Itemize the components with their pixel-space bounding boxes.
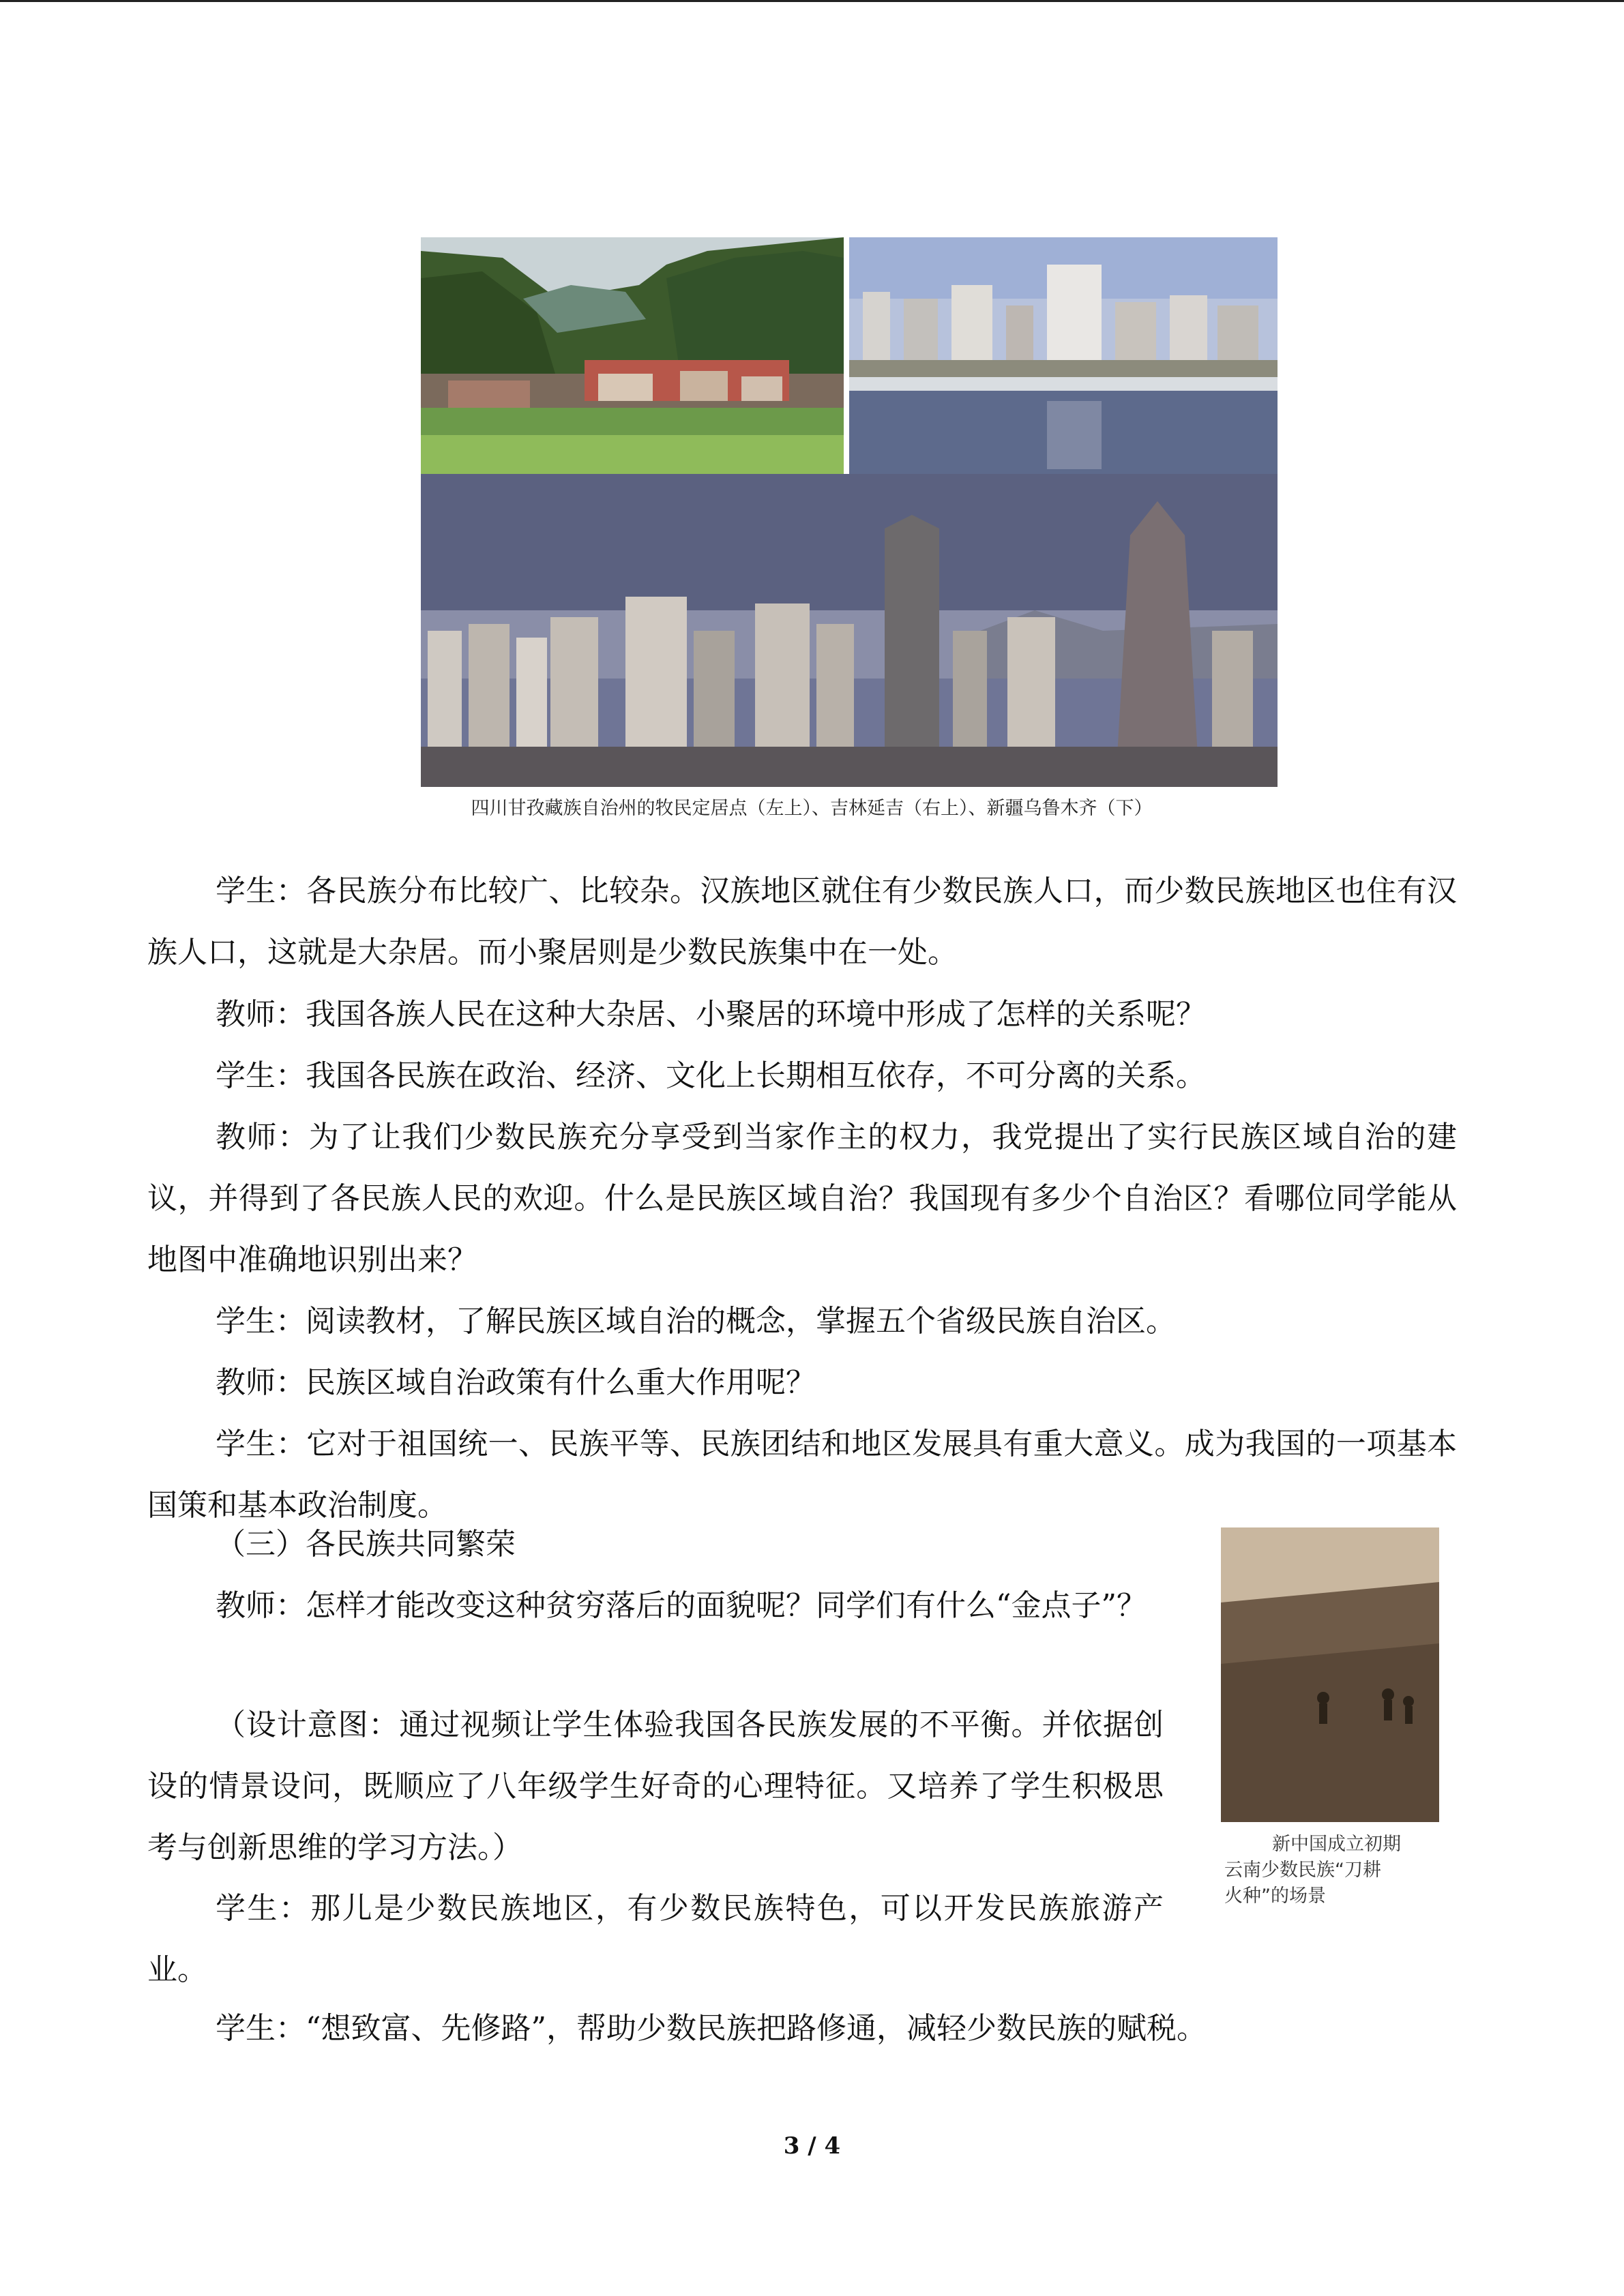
photo-yanji-city — [849, 237, 1278, 474]
paragraph-2: 教师：我国各族人民在这种大杂居、小聚居的环境中形成了怎样的关系呢？ — [216, 997, 1206, 1032]
photo-ganzi-settlement — [421, 237, 844, 474]
paragraph-9: （设计意图：通过视频让学生体验我国各民族发展的不平衡。并依据创设的情景设问，既顺应了八年级学生好奇的心理特征。又培养了学生积极思考与创新思维的学习方法。） — [147, 1708, 1164, 1865]
paragraph-6: 教师：民族区域自治政策有什么重大作用呢？ — [216, 1365, 816, 1400]
paragraph-10: 学生：那儿是少数民族地区，有少数民族特色，可以开发民族旅游产业。 — [147, 1891, 1164, 1987]
photo-urumqi-skyline — [421, 474, 1278, 787]
side-caption-line-2: 云南少数民族“刀耕 — [1224, 1860, 1381, 1881]
composite-photo-figure — [421, 237, 1278, 787]
side-caption-line-1: 新中国成立初期 — [1272, 1834, 1401, 1855]
paragraph-3: 学生：我国各民族在政治、经济、文化上长期相互依存，不可分离的关系。 — [216, 1058, 1206, 1093]
paragraph-7: 学生：它对于祖国统一、民族平等、民族团结和地区发展具有重大意义。成为我国的一项基本国策和基本政治制度。 — [147, 1427, 1457, 1523]
paragraph-4: 教师：为了让我们少数民族充分享受到当家作主的权力，我党提出了实行民族区域自治的建议，并得到了各民族人民的欢迎。什么是民族区域自治？我国现有多少个自治区？看哪位同学能从地图中准确地识别出来？ — [147, 1120, 1457, 1277]
page-number: 3 / 4 — [783, 2132, 841, 2160]
figure-caption: 四川甘孜藏族自治州的牧民定居点（左上）、吉林延吉（右上）、新疆乌鲁木齐（下） — [471, 798, 1153, 819]
top-border — [0, 0, 1624, 2]
paragraph-8: 教师：怎样才能改变这种贫穷落后的面貌呢？同学们有什么“金点子”？ — [216, 1588, 1147, 1623]
paragraph-11: 学生：“想致富、先修路”，帮助少数民族把路修通，减轻少数民族的赋税。 — [216, 2011, 1207, 2046]
side-caption-line-3: 火种”的场景 — [1224, 1885, 1326, 1907]
paragraph-1: 学生：各民族分布比较广、比较杂。汉族地区就住有少数民族人口，而少数民族地区也住有汉族人口，这就是大杂居。而小聚居则是少数民族集中在一处。 — [147, 874, 1457, 970]
side-figure-caption — [1224, 1832, 1443, 1909]
section-heading: （三）各民族共同繁荣 — [216, 1527, 516, 1562]
photo-slash-and-burn — [1221, 1527, 1439, 1822]
paragraph-5: 学生：阅读教材，了解民族区域自治的概念，掌握五个省级民族自治区。 — [216, 1304, 1176, 1339]
